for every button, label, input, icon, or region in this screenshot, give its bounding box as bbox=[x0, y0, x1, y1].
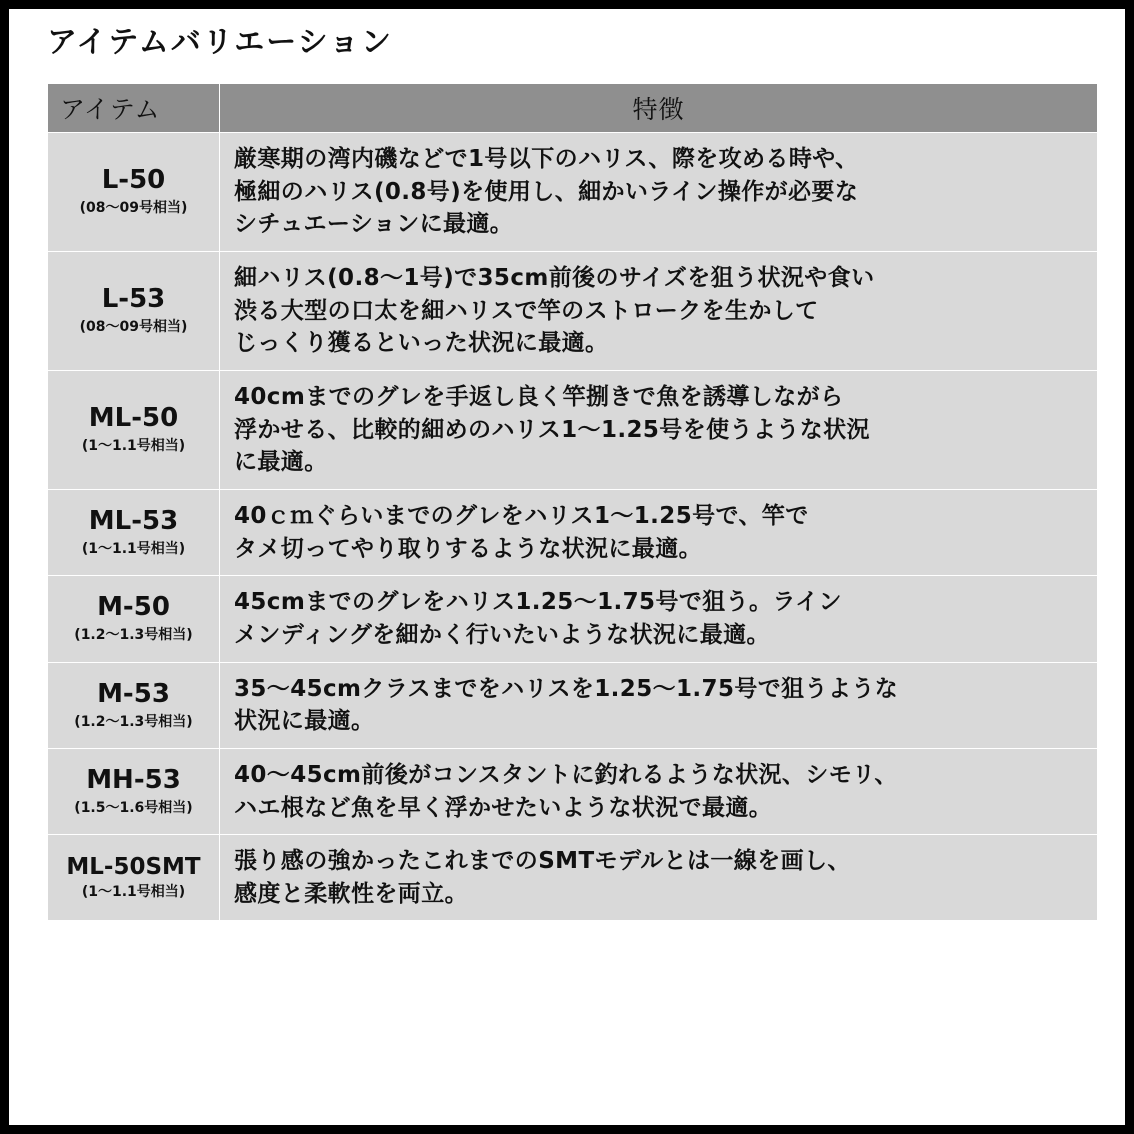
item-cell bbox=[48, 251, 220, 370]
feature-line: シチュエーションに最適。 bbox=[234, 211, 514, 238]
item-name: ML-53 bbox=[88, 506, 179, 537]
item-name: M-50 bbox=[97, 592, 170, 623]
item-subtitle: (08〜09号相当) bbox=[79, 200, 188, 217]
feature-line: メンディングを細かく行いたいような状況に最適。 bbox=[234, 621, 770, 648]
item-subtitle: (1〜1.1号相当) bbox=[81, 884, 186, 901]
feature-cell bbox=[220, 489, 1098, 575]
column-header-feature: 特徴 bbox=[220, 84, 1098, 133]
item-cell bbox=[48, 748, 220, 834]
feature-line: 45cmまでのグレをハリス1.25〜1.75号で狙う。ライン bbox=[234, 589, 842, 616]
item-subtitle: (1.5〜1.6号相当) bbox=[74, 799, 193, 816]
feature-line: じっくり獲るといった状況に最適。 bbox=[234, 330, 609, 357]
table-header-row bbox=[48, 84, 1098, 133]
feature-line: 渋る大型の口太を細ハリスで竿のストロークを生かして bbox=[234, 297, 819, 324]
item-subtitle: (1〜1.1号相当) bbox=[81, 438, 186, 455]
item-cell bbox=[48, 835, 220, 921]
feature-cell bbox=[220, 370, 1098, 489]
feature-cell bbox=[220, 748, 1098, 834]
feature-line: 状況に最適。 bbox=[234, 708, 375, 735]
feature-line: 細ハリス(0.8〜1号)で35cm前後のサイズを狙う状況や食い bbox=[234, 264, 875, 291]
table-row bbox=[48, 370, 1098, 489]
item-cell bbox=[48, 370, 220, 489]
item-name: M-53 bbox=[97, 678, 170, 709]
feature-cell bbox=[220, 662, 1098, 748]
feature-cell bbox=[220, 835, 1098, 921]
item-name: ML-50 bbox=[88, 403, 179, 434]
feature-line: 35〜45cmクラスまでをハリスを1.25〜1.75号で狙うような bbox=[234, 675, 899, 702]
table-row bbox=[48, 251, 1098, 370]
feature-line: 40cmまでのグレを手返し良く竿捌きで魚を誘導しながら bbox=[234, 383, 844, 410]
item-subtitle: (1〜1.1号相当) bbox=[81, 540, 186, 557]
item-variation-table bbox=[47, 83, 1098, 921]
item-name: ML-50SMT bbox=[66, 854, 201, 880]
feature-cell bbox=[220, 133, 1098, 252]
table-row bbox=[48, 748, 1098, 834]
item-cell bbox=[48, 133, 220, 252]
item-subtitle: (08〜09号相当) bbox=[79, 319, 188, 336]
feature-cell bbox=[220, 576, 1098, 662]
table-body bbox=[48, 133, 1098, 921]
item-cell bbox=[48, 489, 220, 575]
feature-line: 浮かせる、比較的細めのハリス1〜1.25号を使うような状況 bbox=[234, 416, 870, 443]
table-row bbox=[48, 133, 1098, 252]
feature-line: 張り感の強かったこれまでのSMTモデルとは一線を画し、 bbox=[234, 848, 851, 875]
feature-line: ハエ根など魚を早く浮かせたいような状況で最適。 bbox=[234, 794, 773, 821]
feature-line: 40ｃｍぐらいまでのグレをハリス1〜1.25号で、竿で bbox=[234, 502, 809, 529]
feature-cell bbox=[220, 251, 1098, 370]
column-header-item: アイテム bbox=[48, 84, 220, 133]
item-name: MH-53 bbox=[86, 764, 181, 795]
feature-line: 40〜45cm前後がコンスタントに釣れるような状況、シモリ、 bbox=[234, 761, 898, 788]
item-cell bbox=[48, 662, 220, 748]
table-header bbox=[48, 84, 1098, 133]
table-row bbox=[48, 489, 1098, 575]
feature-line: 厳寒期の湾内磯などで1号以下のハリス、際を攻める時や、 bbox=[234, 146, 859, 172]
item-name: L-50 bbox=[101, 165, 166, 196]
feature-line: に最適。 bbox=[234, 449, 328, 476]
feature-line: 感度と柔軟性を両立。 bbox=[234, 880, 468, 907]
feature-line: 極細のハリス(0.8号)を使用し、細かいライン操作が必要な bbox=[234, 178, 859, 205]
table-row bbox=[48, 662, 1098, 748]
table-row bbox=[48, 835, 1098, 921]
table-row bbox=[48, 576, 1098, 662]
item-name: L-53 bbox=[101, 284, 166, 315]
page-title: アイテムバリエーション bbox=[47, 25, 393, 60]
item-subtitle: (1.2〜1.3号相当) bbox=[74, 627, 193, 644]
item-subtitle: (1.2〜1.3号相当) bbox=[74, 713, 193, 730]
item-cell bbox=[48, 576, 220, 662]
feature-line: タメ切ってやり取りするような状況に最適。 bbox=[234, 535, 702, 562]
